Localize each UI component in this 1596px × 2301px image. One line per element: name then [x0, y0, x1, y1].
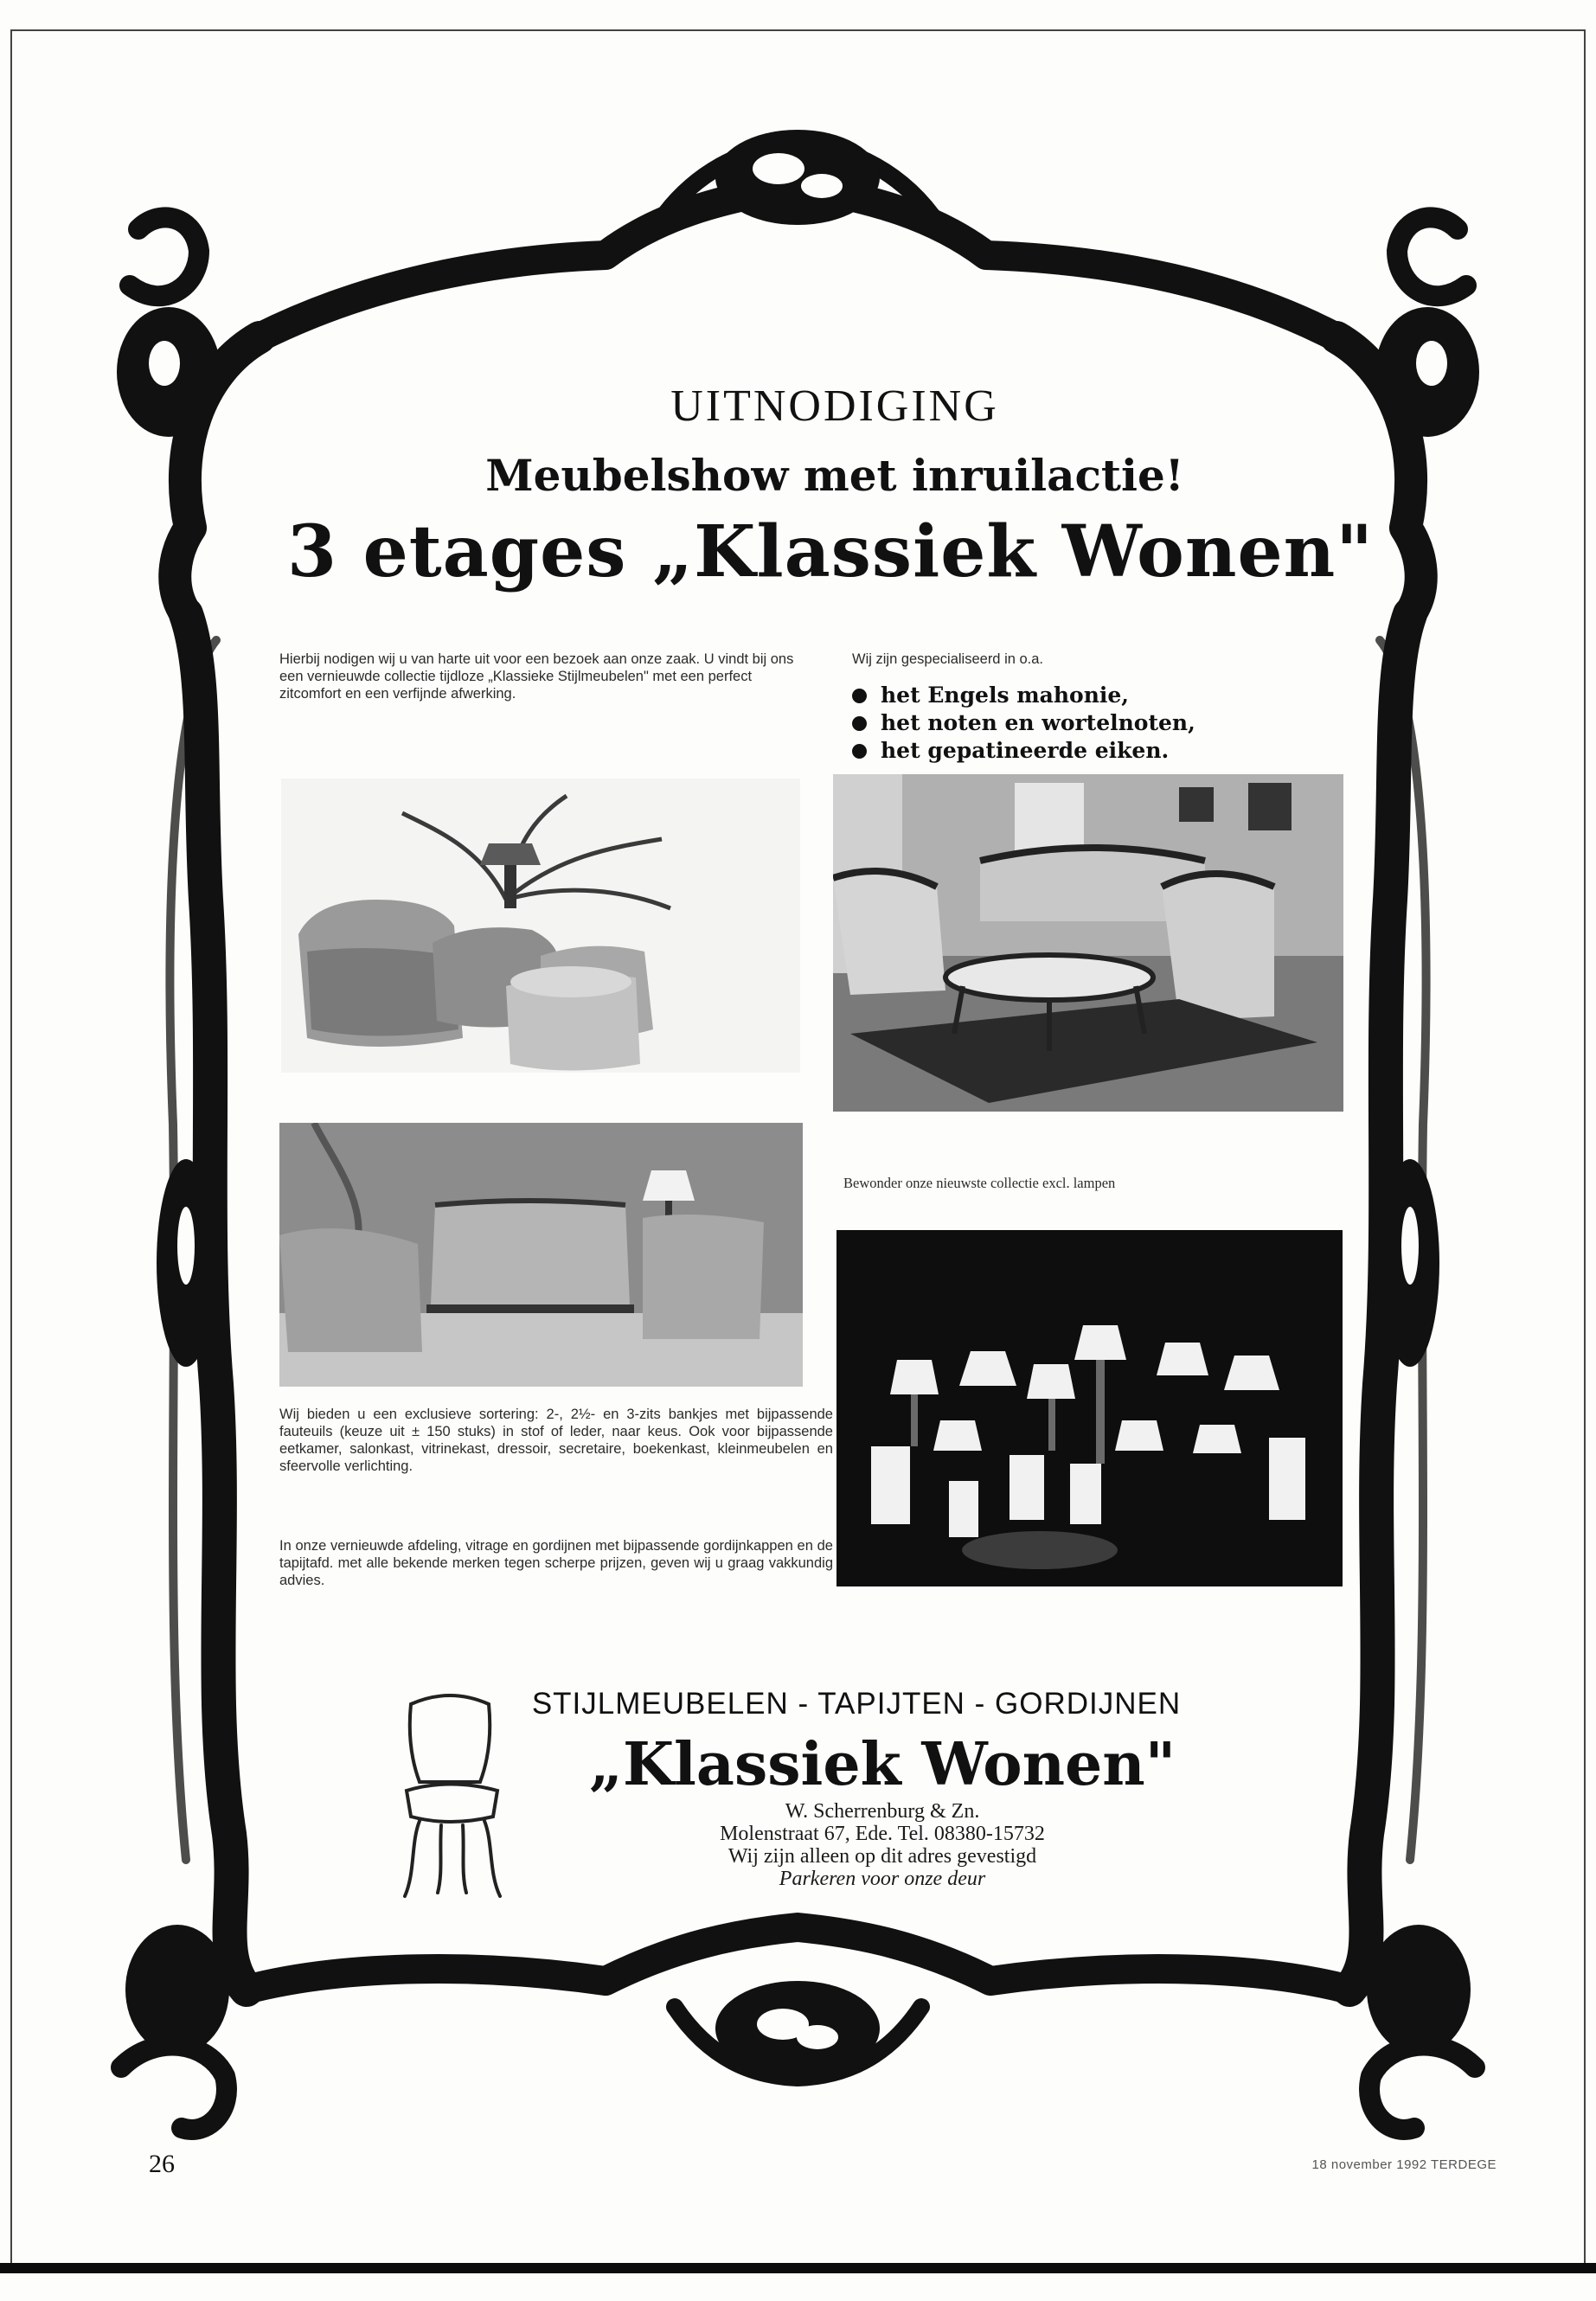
list-item — [852, 737, 1371, 765]
bullet-icon — [852, 716, 867, 731]
location-note: Wij zijn alleen op dit adres gevestigd — [727, 1845, 1037, 1868]
department-paragraph: In onze vernieuwde afdeling, vitrage en gordijnen met bijpassende gordijnkappen en de tapijtafd. met alle bekende merken tegen scherpe prijzen, geven wij u graag vakkundig advies. — [279, 1538, 833, 1588]
lamp-collection-photo — [836, 1230, 1343, 1586]
specialty-label: het Engels mahonie, — [881, 683, 1130, 708]
event-headline: 3 etages „Klassiek Wonen" — [287, 510, 1374, 593]
page-number: 26 — [149, 2150, 175, 2178]
specialty-label: het gepatineerde eiken. — [881, 738, 1170, 763]
issue-date: 18 november 1992 TERDEGE — [1311, 2157, 1497, 2172]
address-line: Molenstraat 67, Ede. Tel. 08380-15732 — [720, 1823, 1045, 1845]
owner-line: W. Scherrenburg & Zn. — [785, 1800, 980, 1823]
assortment-paragraph: Wij bieden u een exclusieve sortering: 2-, 2½- en 3-zits bankjes met bijpassende fauteuils (keuze uit ± 150 stuks) in stof of leder, naar keus. Ook voor bijpassende eetkamer, salonkast, vitrinekast, dressoir, secretaire, boekenkast, kleinmeubelen en sfeervolle verlichting. — [279, 1407, 833, 1474]
mahogany-livingroom-photo — [833, 774, 1343, 1112]
product-tagline: STIJLMEUBELEN - TAPIJTEN - GORDIJNEN — [531, 1687, 1182, 1721]
specialty-intro: Wij zijn gespecialiseerd in o.a. — [852, 651, 1044, 667]
specialty-label: het noten en wortelnoten, — [881, 710, 1195, 735]
lamp-collection-caption: Bewonder onze nieuwste collectie excl. lampen — [843, 1175, 1116, 1191]
invitation-kicker: UITNODIGING — [670, 381, 999, 431]
list-item — [852, 682, 1371, 709]
list-item — [852, 709, 1371, 737]
bullet-icon — [852, 689, 867, 703]
event-subhead: Meubelshow met inruilactie! — [485, 450, 1184, 501]
parking-note: Parkeren voor onze deur — [779, 1868, 986, 1890]
upholstered-set-photo — [279, 1123, 803, 1387]
sofa-set-photo — [281, 779, 800, 1073]
brand-name: „Klassiek Wonen" — [588, 1730, 1176, 1799]
intro-paragraph: Hierbij nodigen wij u van harte uit voor een bezoek aan onze zaak. U vindt bij ons een vernieuwde collectie tijdloze „Klassieke Stijlmeubelen" met een perfect zitcomfort en een verfijnde afwerking. — [279, 651, 794, 702]
bullet-icon — [852, 744, 867, 759]
specialty-list — [852, 682, 1371, 765]
